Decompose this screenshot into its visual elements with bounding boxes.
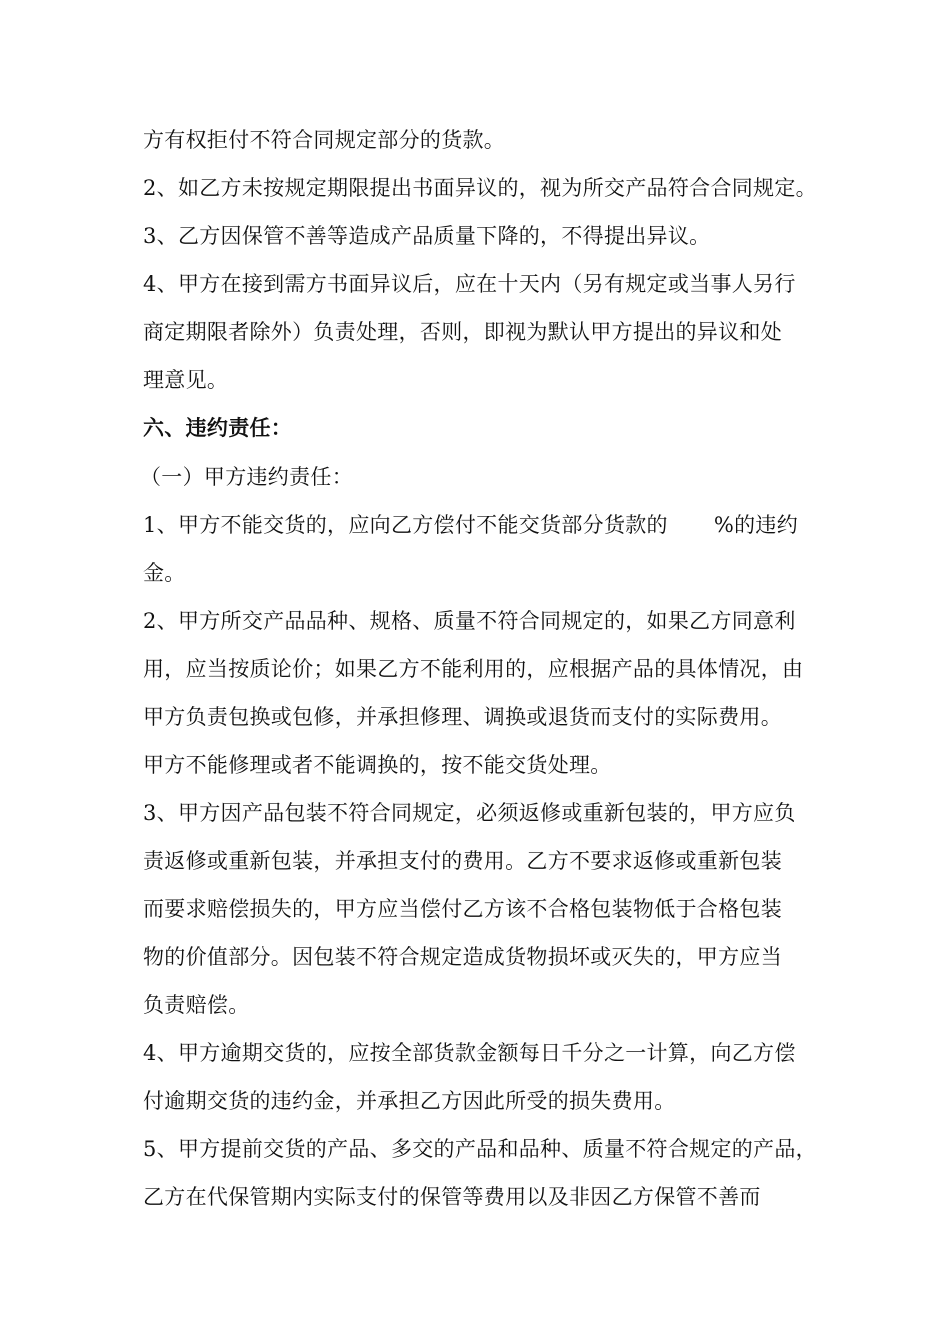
paragraph-line: 2、如乙方未按规定期限提出书面异议的，视为所交产品符合合同规定。 (143, 176, 817, 200)
paragraph-line: 付逾期交货的违约金，并承担乙方因此所受的损失费用。 (143, 1089, 676, 1113)
paragraph-line: 甲方负责包换或包修，并承担修理、调换或退货而支付的实际费用。 (143, 705, 782, 729)
subsection-heading: （一）甲方违约责任： (140, 465, 353, 489)
paragraph-line: 商定期限者除外）负责处理，否则，即视为默认甲方提出的异议和处 (143, 320, 782, 344)
paragraph-line: 4、甲方逾期交货的，应按全部货款金额每日千分之一计算，向乙方偿 (143, 1041, 796, 1065)
paragraph-line: 物的价值部分。因包装不符合规定造成货物损坏或灭失的，甲方应当 (143, 945, 782, 969)
paragraph-line: 3、乙方因保管不善等造成产品质量下降的，不得提出异议。 (143, 224, 711, 248)
paragraph-line: 乙方在代保管期内实际支付的保管等费用以及非因乙方保管不善而 (143, 1185, 761, 1209)
paragraph-line: 2、甲方所交产品品种、规格、质量不符合同规定的，如果乙方同意利 (143, 609, 796, 633)
paragraph-line: 3、甲方因产品包装不符合同规定，必须返修或重新包装的，甲方应负 (143, 801, 796, 825)
paragraph-line: 用，应当按质论价；如果乙方不能利用的，应根据产品的具体情况，由 (143, 657, 804, 681)
clause-text-continued: %的违约 (713, 513, 799, 537)
paragraph-line: 负责赔偿。 (143, 993, 250, 1017)
paragraph-line: 金。 (143, 561, 186, 585)
paragraph-line: 方有权拒付不符合同规定部分的货款。 (143, 128, 506, 152)
clause-text: 1、甲方不能交货的，应向乙方偿付不能交货部分货款的 (143, 513, 668, 537)
paragraph-line: 4、甲方在接到需方书面异议后，应在十天内（另有规定或当事人另行 (143, 272, 796, 296)
section-heading: 六、违约责任： (143, 416, 293, 440)
paragraph-line: 而要求赔偿损失的，甲方应当偿付乙方该不合格包装物低于合格包装 (143, 897, 782, 921)
paragraph-line: 甲方不能修理或者不能调换的，按不能交货处理。 (143, 753, 612, 777)
paragraph-line (143, 511, 798, 539)
paragraph-line: 理意见。 (143, 368, 229, 392)
paragraph-line: 5、甲方提前交货的产品、多交的产品和品种、质量不符合规定的产品， (143, 1137, 817, 1161)
paragraph-line: 责返修或重新包装，并承担支付的费用。乙方不要求返修或重新包装 (143, 849, 782, 873)
